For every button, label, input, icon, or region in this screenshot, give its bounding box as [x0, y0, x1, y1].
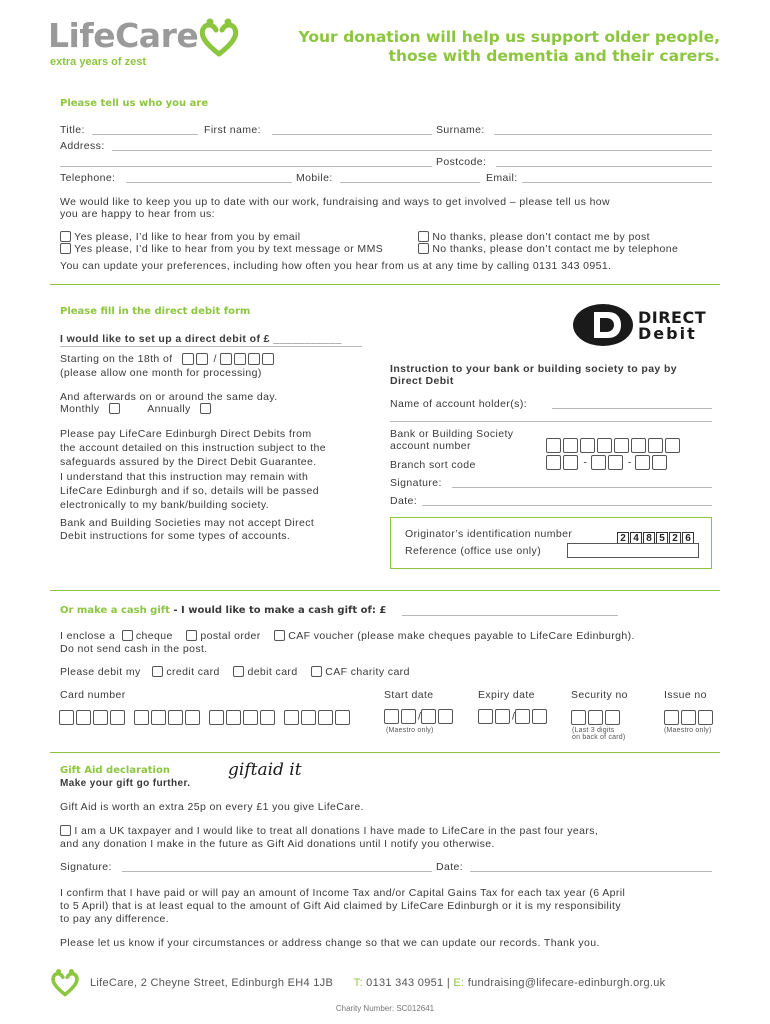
keep-up-text-2: you are happy to hear from us:	[60, 208, 215, 220]
postal-order-checkbox[interactable]	[186, 630, 197, 641]
card-digit-5[interactable]	[134, 710, 149, 725]
expiry-slash: /	[512, 710, 516, 723]
security-digit-2[interactable]	[588, 710, 603, 725]
logo-tagline: extra years of zest	[50, 56, 146, 68]
title-field[interactable]	[92, 134, 198, 135]
sort-digit-4[interactable]	[608, 455, 623, 470]
no-cash-text: Do not send cash in the post.	[60, 643, 208, 655]
frequency-row	[60, 403, 211, 416]
annually-checkbox[interactable]	[200, 403, 211, 414]
caf-charity-checkbox[interactable]	[311, 666, 322, 677]
account-digit-6[interactable]	[631, 438, 646, 453]
card-digit-3[interactable]	[93, 710, 108, 725]
gift-aid-date-label: Date:	[436, 861, 464, 873]
reference-field	[567, 543, 699, 558]
divider-2	[50, 590, 720, 591]
start-date-digit-1[interactable]	[384, 709, 399, 724]
cash-gift-title-green: Or make a cash gift	[60, 605, 170, 616]
originator-digit-2: 4	[630, 532, 642, 544]
surname-label: Surname:	[436, 124, 485, 136]
starting-label: Starting on the 18th of	[60, 353, 173, 365]
caf-voucher-label: CAF voucher (please make cheques payable to LifeCare Edinburgh).	[288, 630, 635, 642]
please-pay-line-6: electronically to my bank/building society.	[60, 499, 270, 512]
address-label: Address:	[60, 140, 105, 152]
starting-row	[60, 353, 276, 366]
card-digit-9[interactable]	[209, 710, 224, 725]
setup-divider	[60, 346, 362, 347]
security-note-2: on back of card)	[572, 734, 626, 741]
sort-digit-1[interactable]	[546, 455, 561, 470]
confirm-text-1: I confirm that I have paid or will pay an amount of Income Tax and/or Capital Gains Tax for each tax year (6 April	[60, 887, 626, 899]
security-no-cells	[571, 709, 622, 727]
taxpayer-text-1: I am a UK taxpayer and I would like to treat all donations I have made to LifeCare in the past four years,	[74, 825, 599, 837]
instruction-title-1: Instruction to your bank or building society to pay by	[390, 363, 678, 375]
account-holder-label: Name of account holder(s):	[390, 398, 528, 410]
dd-signature-label: Signature:	[390, 477, 442, 489]
card-number-label: Card number	[60, 689, 126, 701]
postcode-label: Postcode:	[436, 156, 487, 168]
enclose-row	[60, 630, 635, 643]
expiry-digit-3[interactable]	[515, 709, 530, 724]
address-field-1[interactable]	[112, 150, 712, 151]
issue-digit-2[interactable]	[681, 710, 696, 725]
logo	[48, 16, 248, 72]
gift-aid-title: Gift Aid declaration	[60, 765, 170, 776]
card-digit-1[interactable]	[59, 710, 74, 725]
account-digit-2[interactable]	[563, 438, 578, 453]
originator-digit-3: 8	[643, 532, 655, 544]
opt-phone-label: No thanks, please don’t contact me by telephone	[432, 243, 679, 255]
start-year-digit-1[interactable]	[220, 353, 232, 365]
direct-debit-text-1: DIRECT	[638, 308, 707, 327]
footer-email[interactable]: fundraising@lifecare-edinburgh.org.uk	[467, 977, 666, 989]
opt-sms-option[interactable]	[60, 243, 383, 256]
giftaid-logo: giftaid it	[228, 760, 302, 780]
bank-account-label-1: Bank or Building Society	[390, 428, 514, 440]
opt-phone-checkbox[interactable]	[418, 243, 429, 254]
email-label: Email:	[486, 172, 518, 184]
cash-gift-title-dark: - I would like to make a cash gift of: £	[169, 605, 387, 616]
debit-card-checkbox[interactable]	[233, 666, 244, 677]
opt-post-checkbox[interactable]	[418, 231, 429, 242]
start-date-digit-3[interactable]	[421, 709, 436, 724]
card-number-cells	[59, 709, 352, 727]
gift-aid-signature-field[interactable]	[122, 871, 432, 872]
please-pay-line-5: LifeCare Edinburgh and if so, details will be passed	[60, 484, 319, 497]
expiry-date-cells	[478, 709, 549, 724]
monthly-label: Monthly	[60, 403, 100, 415]
caf-charity-label: CAF charity card	[325, 666, 410, 678]
bank-note-1: Bank and Building Societies may not accept Direct	[60, 517, 315, 529]
mobile-field[interactable]	[340, 182, 480, 183]
credit-card-label: credit card	[166, 666, 220, 678]
direct-debit-text-2: Debit	[638, 324, 697, 343]
sort-dash-1: -	[583, 456, 588, 469]
dd-date-label: Date:	[390, 495, 418, 507]
dd-date-field[interactable]	[422, 505, 712, 506]
gift-aid-subtitle: Make your gift go further.	[60, 778, 191, 789]
address-field-2[interactable]	[60, 166, 432, 167]
please-pay-text	[60, 427, 326, 512]
cheque-label: cheque	[135, 630, 173, 642]
footer-contact	[90, 977, 665, 989]
footer-phone[interactable]: 0131 343 0951	[366, 977, 444, 989]
gift-aid-worth-text: Gift Aid is worth an extra 25p on every £1 you give LifeCare.	[60, 801, 364, 813]
opt-email-option[interactable]	[60, 231, 301, 244]
opt-phone-option[interactable]	[418, 243, 678, 256]
account-digit-4[interactable]	[597, 438, 612, 453]
debit-my-label: Please debit my	[60, 666, 141, 678]
section-title-direct-debit: Please fill in the direct debit form	[60, 306, 251, 317]
issue-maestro-note: (Maestro only)	[664, 727, 712, 734]
account-holder-field[interactable]	[552, 408, 712, 409]
originator-label: Originator’s identification number	[405, 528, 573, 540]
taxpayer-checkbox[interactable]	[60, 825, 71, 836]
opt-post-label: No thanks, please don’t contact me by post	[432, 231, 650, 243]
account-number-cells	[546, 437, 682, 455]
please-pay-line-3: safeguards assured by the Direct Debit Guarantee.	[60, 456, 317, 469]
first-name-field[interactable]	[272, 134, 432, 135]
card-digit-11[interactable]	[243, 710, 258, 725]
first-name-label: First name:	[204, 124, 261, 136]
sort-digit-6[interactable]	[652, 455, 667, 470]
surname-field[interactable]	[494, 134, 712, 135]
sort-dash-2: -	[627, 456, 632, 469]
start-date-slash: /	[418, 710, 422, 723]
card-digit-2[interactable]	[76, 710, 91, 725]
confirm-text-2: to 5 April) that is at least equal to the amount of Gift Aid claimed by LifeCare Edinburgh or it is my responsibility	[60, 900, 621, 912]
opt-email-checkbox[interactable]	[60, 231, 71, 242]
sort-digit-2[interactable]	[563, 455, 578, 470]
cash-gift-amount-field[interactable]	[402, 615, 618, 616]
sort-code-cells	[546, 455, 669, 470]
issue-digit-3[interactable]	[698, 710, 713, 725]
sort-digit-5[interactable]	[635, 455, 650, 470]
footer-email-prefix: E:	[453, 977, 465, 989]
update-preferences-text: You can update your preferences, including how often you hear from us at any time by calling 0131 343 0951.	[60, 260, 612, 272]
divider-3	[50, 752, 720, 753]
card-digit-7[interactable]	[168, 710, 183, 725]
account-digit-8[interactable]	[665, 438, 680, 453]
start-year-digit-2[interactable]	[234, 353, 246, 365]
headline-line-2: those with dementia and their carers.	[388, 47, 720, 65]
expiry-date-label: Expiry date	[478, 689, 535, 701]
start-date-digit-4[interactable]	[438, 709, 453, 724]
dd-signature-field[interactable]	[452, 487, 712, 488]
account-holder-field-2[interactable]	[390, 421, 712, 422]
gift-aid-date-field[interactable]	[470, 871, 712, 872]
card-digit-10[interactable]	[226, 710, 241, 725]
please-pay-line-2: the account detailed on this instruction subject to the	[60, 442, 326, 455]
start-year-digit-3[interactable]	[248, 353, 260, 365]
expiry-digit-1[interactable]	[478, 709, 493, 724]
card-digit-8[interactable]	[185, 710, 200, 725]
originator-digit-1: 2	[617, 532, 629, 544]
originator-box	[390, 517, 712, 569]
please-pay-line-1: Please pay LifeCare Edinburgh Direct Debits from	[60, 428, 312, 440]
start-slash: /	[213, 353, 217, 365]
caf-voucher-checkbox[interactable]	[274, 630, 285, 641]
issue-digit-1[interactable]	[664, 710, 679, 725]
credit-card-checkbox[interactable]	[152, 666, 163, 677]
card-digit-4[interactable]	[110, 710, 125, 725]
debit-my-row	[60, 666, 410, 679]
keep-up-text-1: We would like to keep you up to date with our work, fundraising and ways to get involved – please tell us how	[60, 196, 611, 208]
title-label: Title:	[60, 124, 85, 136]
taxpayer-text-2: and any donation I make in the future as Gift Aid donations until I notify you otherwise.	[60, 838, 495, 850]
sort-code-label: Branch sort code	[390, 459, 476, 471]
bank-note-2: Debit instructions for some types of accounts.	[60, 530, 291, 542]
security-digit-1[interactable]	[571, 710, 586, 725]
start-date-cells	[384, 709, 455, 724]
opt-sms-label: Yes please, I’d like to hear from you by text message or MMS	[74, 243, 384, 255]
security-note-1: (Last 3 digits	[572, 727, 615, 734]
headline-line-1: Your donation will help us support older people,	[298, 28, 720, 46]
start-date-digit-2[interactable]	[401, 709, 416, 724]
annually-label: Annually	[147, 403, 191, 415]
allow-month-text: (please allow one month for processing)	[60, 367, 262, 379]
card-digit-16[interactable]	[335, 710, 350, 725]
direct-debit-mark-icon	[572, 302, 638, 348]
telephone-label: Telephone:	[60, 172, 116, 184]
reference-label: Reference (office use only)	[405, 545, 542, 557]
charity-number: Charity Number: SC012641	[335, 1004, 435, 1013]
security-note	[572, 727, 625, 741]
telephone-field[interactable]	[126, 182, 292, 183]
card-digit-14[interactable]	[301, 710, 316, 725]
account-digit-7[interactable]	[648, 438, 663, 453]
enclose-label: I enclose a	[60, 630, 116, 642]
account-digit-3[interactable]	[580, 438, 595, 453]
originator-digit-4: 5	[656, 532, 668, 544]
issue-no-cells	[664, 709, 715, 727]
expiry-digit-2[interactable]	[495, 709, 510, 724]
account-digit-1[interactable]	[546, 438, 561, 453]
divider-1	[50, 284, 720, 285]
originator-digit-5: 2	[669, 532, 681, 544]
card-digit-12[interactable]	[260, 710, 275, 725]
start-maestro-note: (Maestro only)	[386, 727, 434, 734]
sort-digit-3[interactable]	[591, 455, 606, 470]
start-year-digit-4[interactable]	[262, 353, 274, 365]
logo-heart-icon	[198, 18, 240, 58]
footer-separator: |	[446, 977, 450, 989]
headline	[299, 28, 720, 66]
postcode-field[interactable]	[496, 166, 712, 167]
cash-gift-title	[60, 605, 386, 616]
cheque-checkbox[interactable]	[122, 630, 133, 641]
expiry-digit-4[interactable]	[532, 709, 547, 724]
opt-email-label: Yes please, I’d like to hear from you by email	[74, 231, 301, 243]
circumstances-text: Please let us know if your circumstances or address change so that we can update our records. Thank you.	[60, 937, 600, 949]
account-digit-5[interactable]	[614, 438, 629, 453]
please-pay-line-4: I understand that this instruction may remain with	[60, 470, 309, 483]
email-field[interactable]	[522, 182, 712, 183]
confirm-text-3: to pay any difference.	[60, 913, 170, 925]
footer-phone-prefix: T:	[353, 977, 363, 989]
issue-no-label: Issue no	[664, 689, 707, 701]
instruction-title-2: Direct Debit	[390, 375, 454, 387]
footer-heart-icon	[50, 968, 80, 998]
gift-aid-signature-label: Signature:	[60, 861, 112, 873]
logo-wordmark: LifeCare	[48, 16, 199, 55]
security-digit-3[interactable]	[605, 710, 620, 725]
start-month-digit-1[interactable]	[182, 353, 194, 365]
setup-dd-amount: I would like to set up a direct debit of £ ___________	[60, 333, 342, 345]
section-title-personal: Please tell us who you are	[60, 98, 209, 109]
card-digit-6[interactable]	[151, 710, 166, 725]
debit-card-label: debit card	[247, 666, 298, 678]
card-digit-15[interactable]	[318, 710, 333, 725]
monthly-checkbox[interactable]	[109, 403, 120, 414]
afterwards-text: And afterwards on or around the same day.	[60, 391, 278, 403]
opt-sms-checkbox[interactable]	[60, 243, 71, 254]
start-date-label: Start date	[384, 689, 434, 701]
bank-account-label-2: account number	[390, 440, 471, 452]
direct-debit-logo	[572, 302, 717, 348]
mobile-label: Mobile:	[296, 172, 333, 184]
card-digit-13[interactable]	[284, 710, 299, 725]
originator-digit-6: 6	[682, 532, 694, 544]
postal-order-label: postal order	[200, 630, 261, 642]
opt-post-option[interactable]	[418, 231, 650, 244]
security-no-label: Security no	[571, 689, 628, 701]
taxpayer-row	[60, 825, 598, 838]
footer-address: LifeCare, 2 Cheyne Street, Edinburgh EH4 1JB	[90, 977, 334, 989]
start-month-digit-2[interactable]	[196, 353, 208, 365]
